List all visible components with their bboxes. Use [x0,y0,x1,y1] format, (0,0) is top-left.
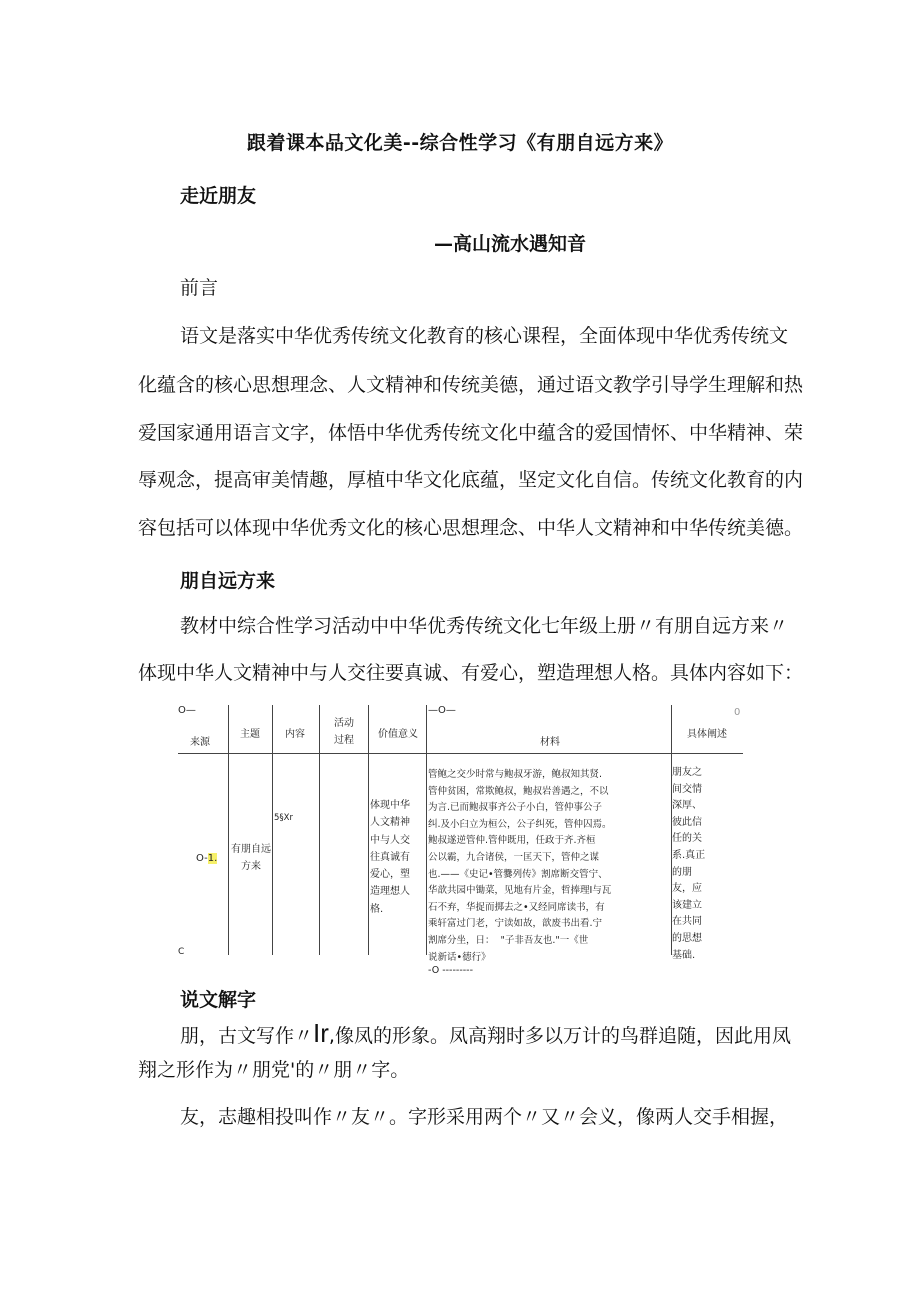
header-source: 来源 [190,737,210,748]
material-line: 纠.及小臼立为桓公，公子纠死，管仲囚焉。 [428,818,612,830]
material-line: 石不弃，华捉而掷去之•又经同席读书，有 [428,901,605,913]
section2-line-1: 教材中综合性学习活动中中华优秀传统文化七年级上册〃有朋自远方来〃 [180,615,789,637]
material-line: 华歆共园中锄菜，见地有片金，哲捧理Ⅰ与瓦 [428,885,612,897]
row-source [196,853,217,864]
preface-line-3: 爱国家通用语言文字，体悟中华优秀传统文化中蕴含的爱国情怀、中华精神、荣 [138,422,804,444]
peng-line-1 [180,1018,791,1050]
material-line: 管鲍之交少时常与鲍叔牙游，鲍叔知其贤. [428,769,603,780]
header-process: 活动过程 [334,718,354,746]
material-line: 鲍叔遂逆管仲.管仲既用，任政于齐.齐桓 [428,835,596,847]
material-line: 公以霸，九合诸侯，一匡天下，管仲之谋 [428,851,600,863]
peng-line-2: 翔之形作为〃朋党'的〃朋〃字。 [138,1059,410,1081]
document-title: 跟着课本品文化美--综合性学习《有朋自远方来》 [246,132,674,154]
you-line: 友，志趣相投叫作〃友〃。字形采用两个〃又〃会义，像两人交手相握， [180,1106,789,1128]
row-value: 体现中华人文精神中与人交往真诚有爱心，塑造理想人格. [370,800,410,915]
table-mark-right: 0 [734,707,741,718]
section-heading-meet-friends: 走近朋友 [180,185,257,207]
material-line: 也.——《史记•管爨列传》割席断交管宁、 [428,868,608,880]
row-source-text: O-1. [196,853,218,864]
content-table [178,705,743,977]
peng-ancient-glyph: Ir [313,1018,329,1048]
preface-line-2: 化蕴含的核心思想理念、人文精神和传统美德，通过语文教学引导学生理解和热 [138,374,804,396]
table-mark-mid: —O— [428,705,456,716]
header-theme: 主题 [240,729,260,740]
header-material: 材料 [540,737,560,748]
peng-line-1-end: ,像凤的形象。凤高翔时多以万计的鸟群追随，因此用凤 [328,1025,791,1047]
material-line: 为言.已而鲍叔事齐公子小白，管仲事公子 [428,802,603,814]
preface-line-5: 容包括可以体现中华优秀文化的核心思想理念、中华人文精神和中华传统美德。 [138,517,804,539]
table-mark-left: O— [178,705,196,716]
section2-line-2: 体现中华人文精神中与人交往要真诚、有爱心，塑造理想人格。具体内容如下： [138,662,804,684]
row-material [428,767,628,976]
header-content: 内容 [285,729,305,740]
header-value: 价值意义 [378,729,418,740]
material-line: 割席分坐，日： "子非吾友也."一《世 [428,934,589,946]
section-heading-shuowen: 说文解字 [180,989,257,1011]
header-explanation: 具体阐述 [687,729,727,740]
section-heading-friends-from-afar: 朋自远方来 [180,570,276,592]
material-end-mark: -O --------- [428,965,474,977]
row-source-highlight: 1. [207,853,218,864]
preface-line-4: 辱观念，提高审美情趣，厚植中华文化底蕴，坚定文化自信。传统文化教育的内 [138,469,804,491]
row-content: 5§Xr [274,813,293,823]
section-subtitle: —高山流水遇知音 [433,233,586,255]
preface-label: 前言 [180,277,219,299]
material-line: 乘轩富过门老，宁读如故，歆废书出看.宁 [428,918,603,930]
material-line: 管仲贫困，常欺鲍叔，鲍叔岩善遇之，不以 [428,785,609,797]
peng-line-1-start: 朋，古文写作〃 [180,1025,314,1047]
table-bottom-mark: C [178,947,185,957]
preface-line-1: 语文是落实中华优秀传统文化教育的核心课程，全面体现中华优秀传统文 [180,325,789,347]
material-line: 说新话•德行》 [428,951,491,963]
row-theme: 有朋自远方来 [231,844,271,872]
row-explanation: 朋友之间交情深厚、彼此信任的关系.真正的朋友，应该建立在共同的思想基础. [672,767,706,961]
